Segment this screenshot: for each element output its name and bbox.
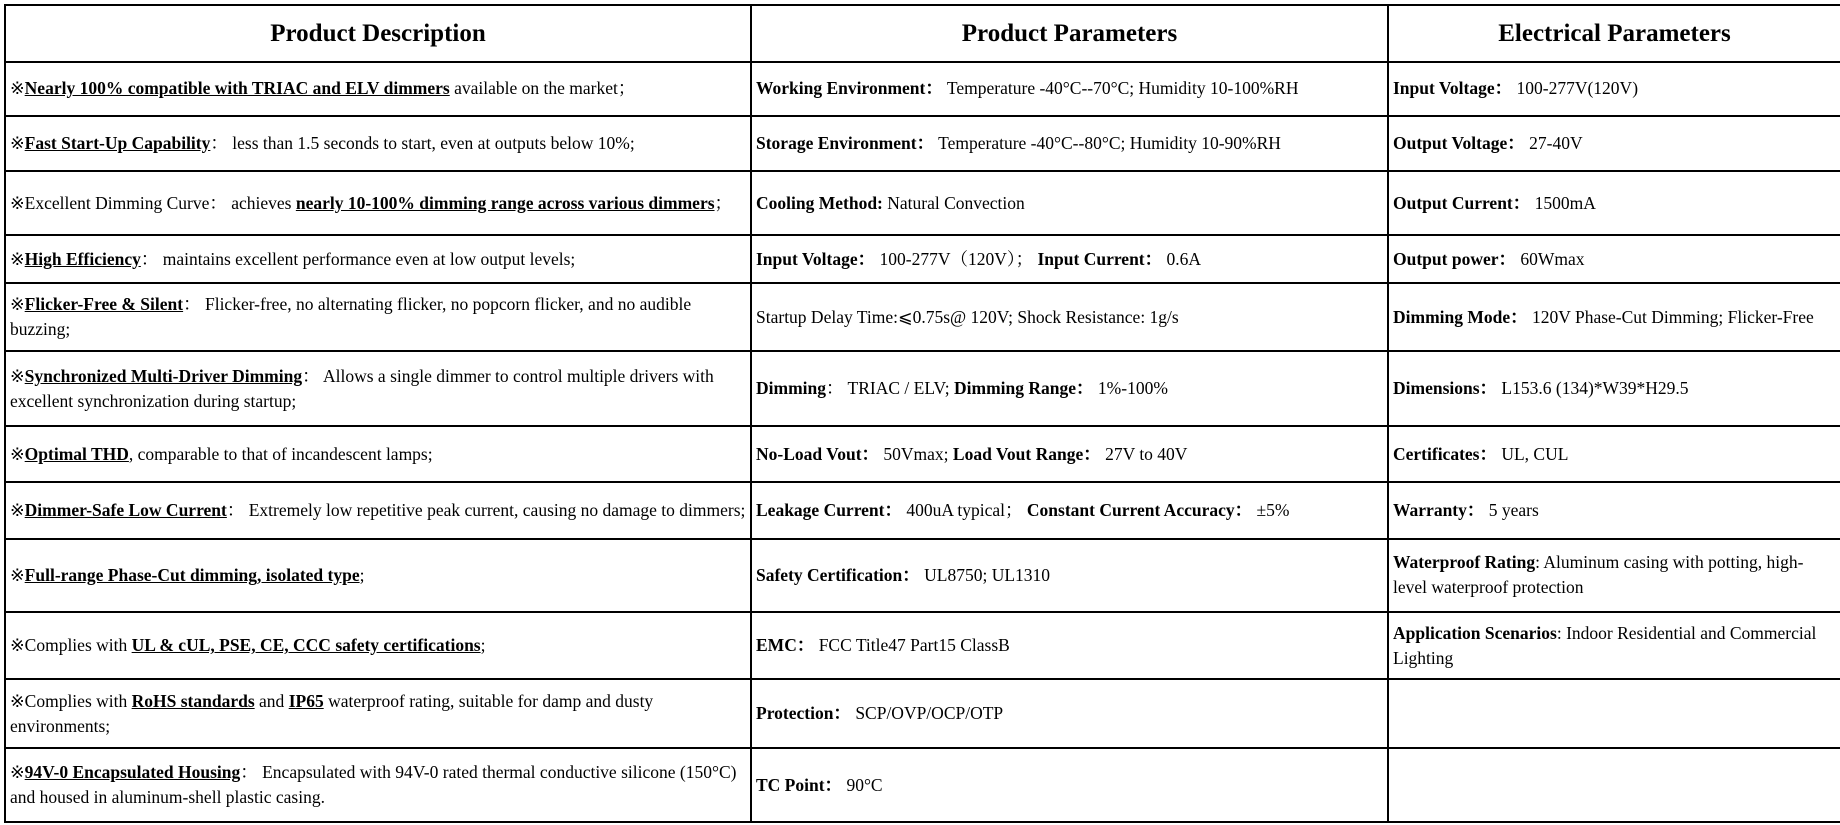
emphasized-text: Dimming Range： <box>954 378 1094 399</box>
description-cell <box>5 171 751 235</box>
table-row <box>5 679 1840 748</box>
emphasized-text: Load Vout Range： <box>952 443 1101 464</box>
cell-text: Temperature -40°C--80°C; Humidity 10-90%RH <box>934 132 1281 153</box>
cell-text: 100-277V(120V) <box>1512 78 1639 99</box>
emphasized-text: EMC： <box>756 635 815 656</box>
table-row <box>5 482 1840 538</box>
cell-text: ±5% <box>1252 499 1290 520</box>
electrical-parameter-cell <box>1388 116 1840 171</box>
emphasized-text: Nearly 100% compatible with TRIAC and ELV dimmers <box>24 78 450 99</box>
emphasized-text: Storage Environment： <box>756 132 935 153</box>
cell-text: ： less than 1.5 seconds to start, even at outputs below 10%; <box>210 132 635 153</box>
cell-text: 0.6A <box>1162 248 1202 269</box>
emphasized-text: Dimming <box>756 378 826 399</box>
emphasized-text: IP65 <box>288 690 324 711</box>
electrical-parameter-cell <box>1388 283 1840 351</box>
product-parameter-cell <box>751 748 1388 822</box>
product-parameter-cell <box>751 426 1388 482</box>
emphasized-text: Protection： <box>756 703 851 724</box>
cell-text: ： TRIAC / ELV; <box>826 378 955 399</box>
product-parameter-cell <box>751 62 1388 116</box>
description-cell <box>5 116 751 171</box>
cell-text: UL8750; UL1310 <box>919 564 1051 585</box>
emphasized-text: Synchronized Multi-Driver Dimming <box>24 365 303 386</box>
cell-text: 5 years <box>1484 499 1539 520</box>
table-row <box>5 426 1840 482</box>
description-cell <box>5 612 751 679</box>
cell-text: Natural Convection <box>882 192 1025 213</box>
product-parameter-cell <box>751 679 1388 748</box>
electrical-parameter-cell <box>1388 748 1840 822</box>
cell-text: : Indoor Residential and Commercial Lighting <box>1393 622 1817 668</box>
electrical-parameter-cell <box>1388 62 1840 116</box>
emphasized-text: RoHS standards <box>131 690 255 711</box>
cell-text: ： Extremely low repetitive peak current, causing no damage to dimmers; <box>226 499 746 520</box>
cell-text: ※ <box>10 248 25 269</box>
emphasized-text: Working Environment： <box>756 78 943 99</box>
cell-text: ： maintains excellent performance even at low output levels; <box>140 248 576 269</box>
emphasized-text: Fast Start-Up Capability <box>24 132 211 153</box>
cell-text: ; <box>480 635 486 656</box>
cell-text: ※ <box>10 78 25 99</box>
table-row <box>5 539 1840 613</box>
electrical-parameter-cell <box>1388 679 1840 748</box>
emphasized-text: nearly 10-100% dimming range across various dimmers <box>295 192 715 213</box>
product-parameter-cell <box>751 116 1388 171</box>
cell-text: 400uA typical； <box>901 499 1027 520</box>
cell-text: ※ <box>10 132 25 153</box>
cell-text: 50Vmax; <box>879 443 953 464</box>
cell-text: ： Allows a single dimmer to control multiple drivers with excellent synchronization during startup; <box>10 365 714 411</box>
electrical-parameter-cell <box>1388 612 1840 679</box>
emphasized-text: Output power： <box>1393 248 1516 269</box>
description-cell <box>5 482 751 538</box>
header-electrical-parameters: Electrical Parameters <box>1388 5 1840 62</box>
electrical-parameter-cell <box>1388 235 1840 283</box>
cell-text: ※ <box>10 443 25 464</box>
header-row <box>5 5 1840 62</box>
emphasized-text: Full-range Phase-Cut dimming, isolated type <box>24 564 360 585</box>
cell-text: ※Excellent Dimming Curve： achieves <box>10 192 296 213</box>
emphasized-text: Dimming Mode： <box>1393 306 1528 327</box>
description-cell <box>5 679 751 748</box>
table-row <box>5 171 1840 235</box>
description-cell <box>5 62 751 116</box>
product-parameter-cell <box>751 235 1388 283</box>
electrical-parameter-cell <box>1388 539 1840 613</box>
description-cell <box>5 235 751 283</box>
electrical-parameter-cell <box>1388 171 1840 235</box>
cell-text: ※Complies with <box>10 690 132 711</box>
emphasized-text: Dimmer-Safe Low Current <box>24 499 227 520</box>
product-parameter-cell <box>751 351 1388 426</box>
cell-text: SCP/OVP/OCP/OTP <box>850 703 1004 724</box>
emphasized-text: Safety Certification： <box>756 564 920 585</box>
cell-text: ； <box>714 192 733 213</box>
cell-text: ; <box>359 564 365 585</box>
product-parameter-cell <box>751 612 1388 679</box>
table-row <box>5 283 1840 351</box>
cell-text: FCC Title47 Part15 ClassB <box>814 635 1010 656</box>
electrical-parameter-cell <box>1388 426 1840 482</box>
electrical-parameter-cell <box>1388 351 1840 426</box>
emphasized-text: Constant Current Accuracy： <box>1026 499 1253 520</box>
cell-text: 27-40V <box>1524 132 1583 153</box>
electrical-parameter-cell <box>1388 482 1840 538</box>
emphasized-text: Input Voltage： <box>1393 78 1513 99</box>
emphasized-text: Output Voltage： <box>1393 132 1525 153</box>
table-row <box>5 748 1840 822</box>
emphasized-text: Warranty： <box>1393 499 1485 520</box>
cell-text: ※Complies with <box>10 635 132 656</box>
table-row <box>5 62 1840 116</box>
cell-text: 1500mA <box>1530 192 1596 213</box>
cell-text: ※ <box>10 564 25 585</box>
description-cell <box>5 351 751 426</box>
cell-text: Startup Delay Time:⩽0.75s@ 120V; Shock Resistance: 1g/s <box>756 306 1179 327</box>
cell-text: ※ <box>10 762 25 783</box>
emphasized-text: 94V-0 Encapsulated Housing <box>24 762 241 783</box>
table-row <box>5 612 1840 679</box>
cell-text: 120V Phase-Cut Dimming; Flicker-Free <box>1527 306 1814 327</box>
cell-text: 1%-100% <box>1093 378 1168 399</box>
product-parameter-cell <box>751 539 1388 613</box>
table-row <box>5 235 1840 283</box>
cell-text: ： Encapsulated with 94V-0 rated thermal conductive silicone (150°C) and housed in aluminum-shell plastic casing. <box>10 762 737 808</box>
emphasized-text: Cooling Method: <box>756 192 883 213</box>
cell-text: Temperature -40°C--70°C; Humidity 10-100%RH <box>942 78 1299 99</box>
emphasized-text: Input Voltage： <box>756 248 876 269</box>
emphasized-text: Optimal THD <box>24 443 129 464</box>
header-product-parameters: Product Parameters <box>751 5 1388 62</box>
emphasized-text: UL & cUL, PSE, CE, CCC safety certifications <box>131 635 481 656</box>
cell-text: , comparable to that of incandescent lamps; <box>128 443 433 464</box>
emphasized-text: Flicker-Free & Silent <box>24 294 184 315</box>
cell-text: ※ <box>10 365 25 386</box>
cell-text: 60Wmax <box>1516 248 1585 269</box>
product-parameter-cell <box>751 171 1388 235</box>
cell-text: UL, CUL <box>1496 443 1569 464</box>
description-cell <box>5 539 751 613</box>
description-cell <box>5 748 751 822</box>
emphasized-text: High Efficiency <box>24 248 141 269</box>
table-row <box>5 351 1840 426</box>
description-cell <box>5 426 751 482</box>
product-spec-table <box>4 4 1840 823</box>
cell-text: 100-277V（120V）； <box>875 248 1038 269</box>
cell-text: 27V to 40V <box>1100 443 1188 464</box>
header-product-description: Product Description <box>5 5 751 62</box>
cell-text: ※ <box>10 294 25 315</box>
cell-text: ※ <box>10 499 25 520</box>
table-row <box>5 116 1840 171</box>
emphasized-text: Output Current： <box>1393 192 1531 213</box>
emphasized-text: Application Scenarios <box>1393 622 1557 643</box>
table-body <box>5 62 1840 822</box>
emphasized-text: Input Current： <box>1037 248 1163 269</box>
emphasized-text: Dimensions： <box>1393 378 1498 399</box>
cell-text: ： Flicker-free, no alternating flicker, no popcorn flicker, and no audible buzzing; <box>10 294 692 340</box>
cell-text: : Aluminum casing with potting, high-level waterproof protection <box>1393 552 1804 598</box>
product-parameter-cell <box>751 283 1388 351</box>
cell-text: waterproof rating, suitable for damp and dusty environments; <box>10 690 654 736</box>
product-parameter-cell <box>751 482 1388 538</box>
emphasized-text: Waterproof Rating <box>1393 552 1536 573</box>
emphasized-text: No-Load Vout： <box>756 443 880 464</box>
cell-text: and <box>254 690 289 711</box>
cell-text: 90°C <box>842 774 883 795</box>
emphasized-text: Leakage Current： <box>756 499 902 520</box>
emphasized-text: Certificates： <box>1393 443 1497 464</box>
emphasized-text: TC Point： <box>756 774 843 795</box>
cell-text: available on the market； <box>449 78 636 99</box>
description-cell <box>5 283 751 351</box>
cell-text: L153.6 (134)*W39*H29.5 <box>1497 378 1689 399</box>
